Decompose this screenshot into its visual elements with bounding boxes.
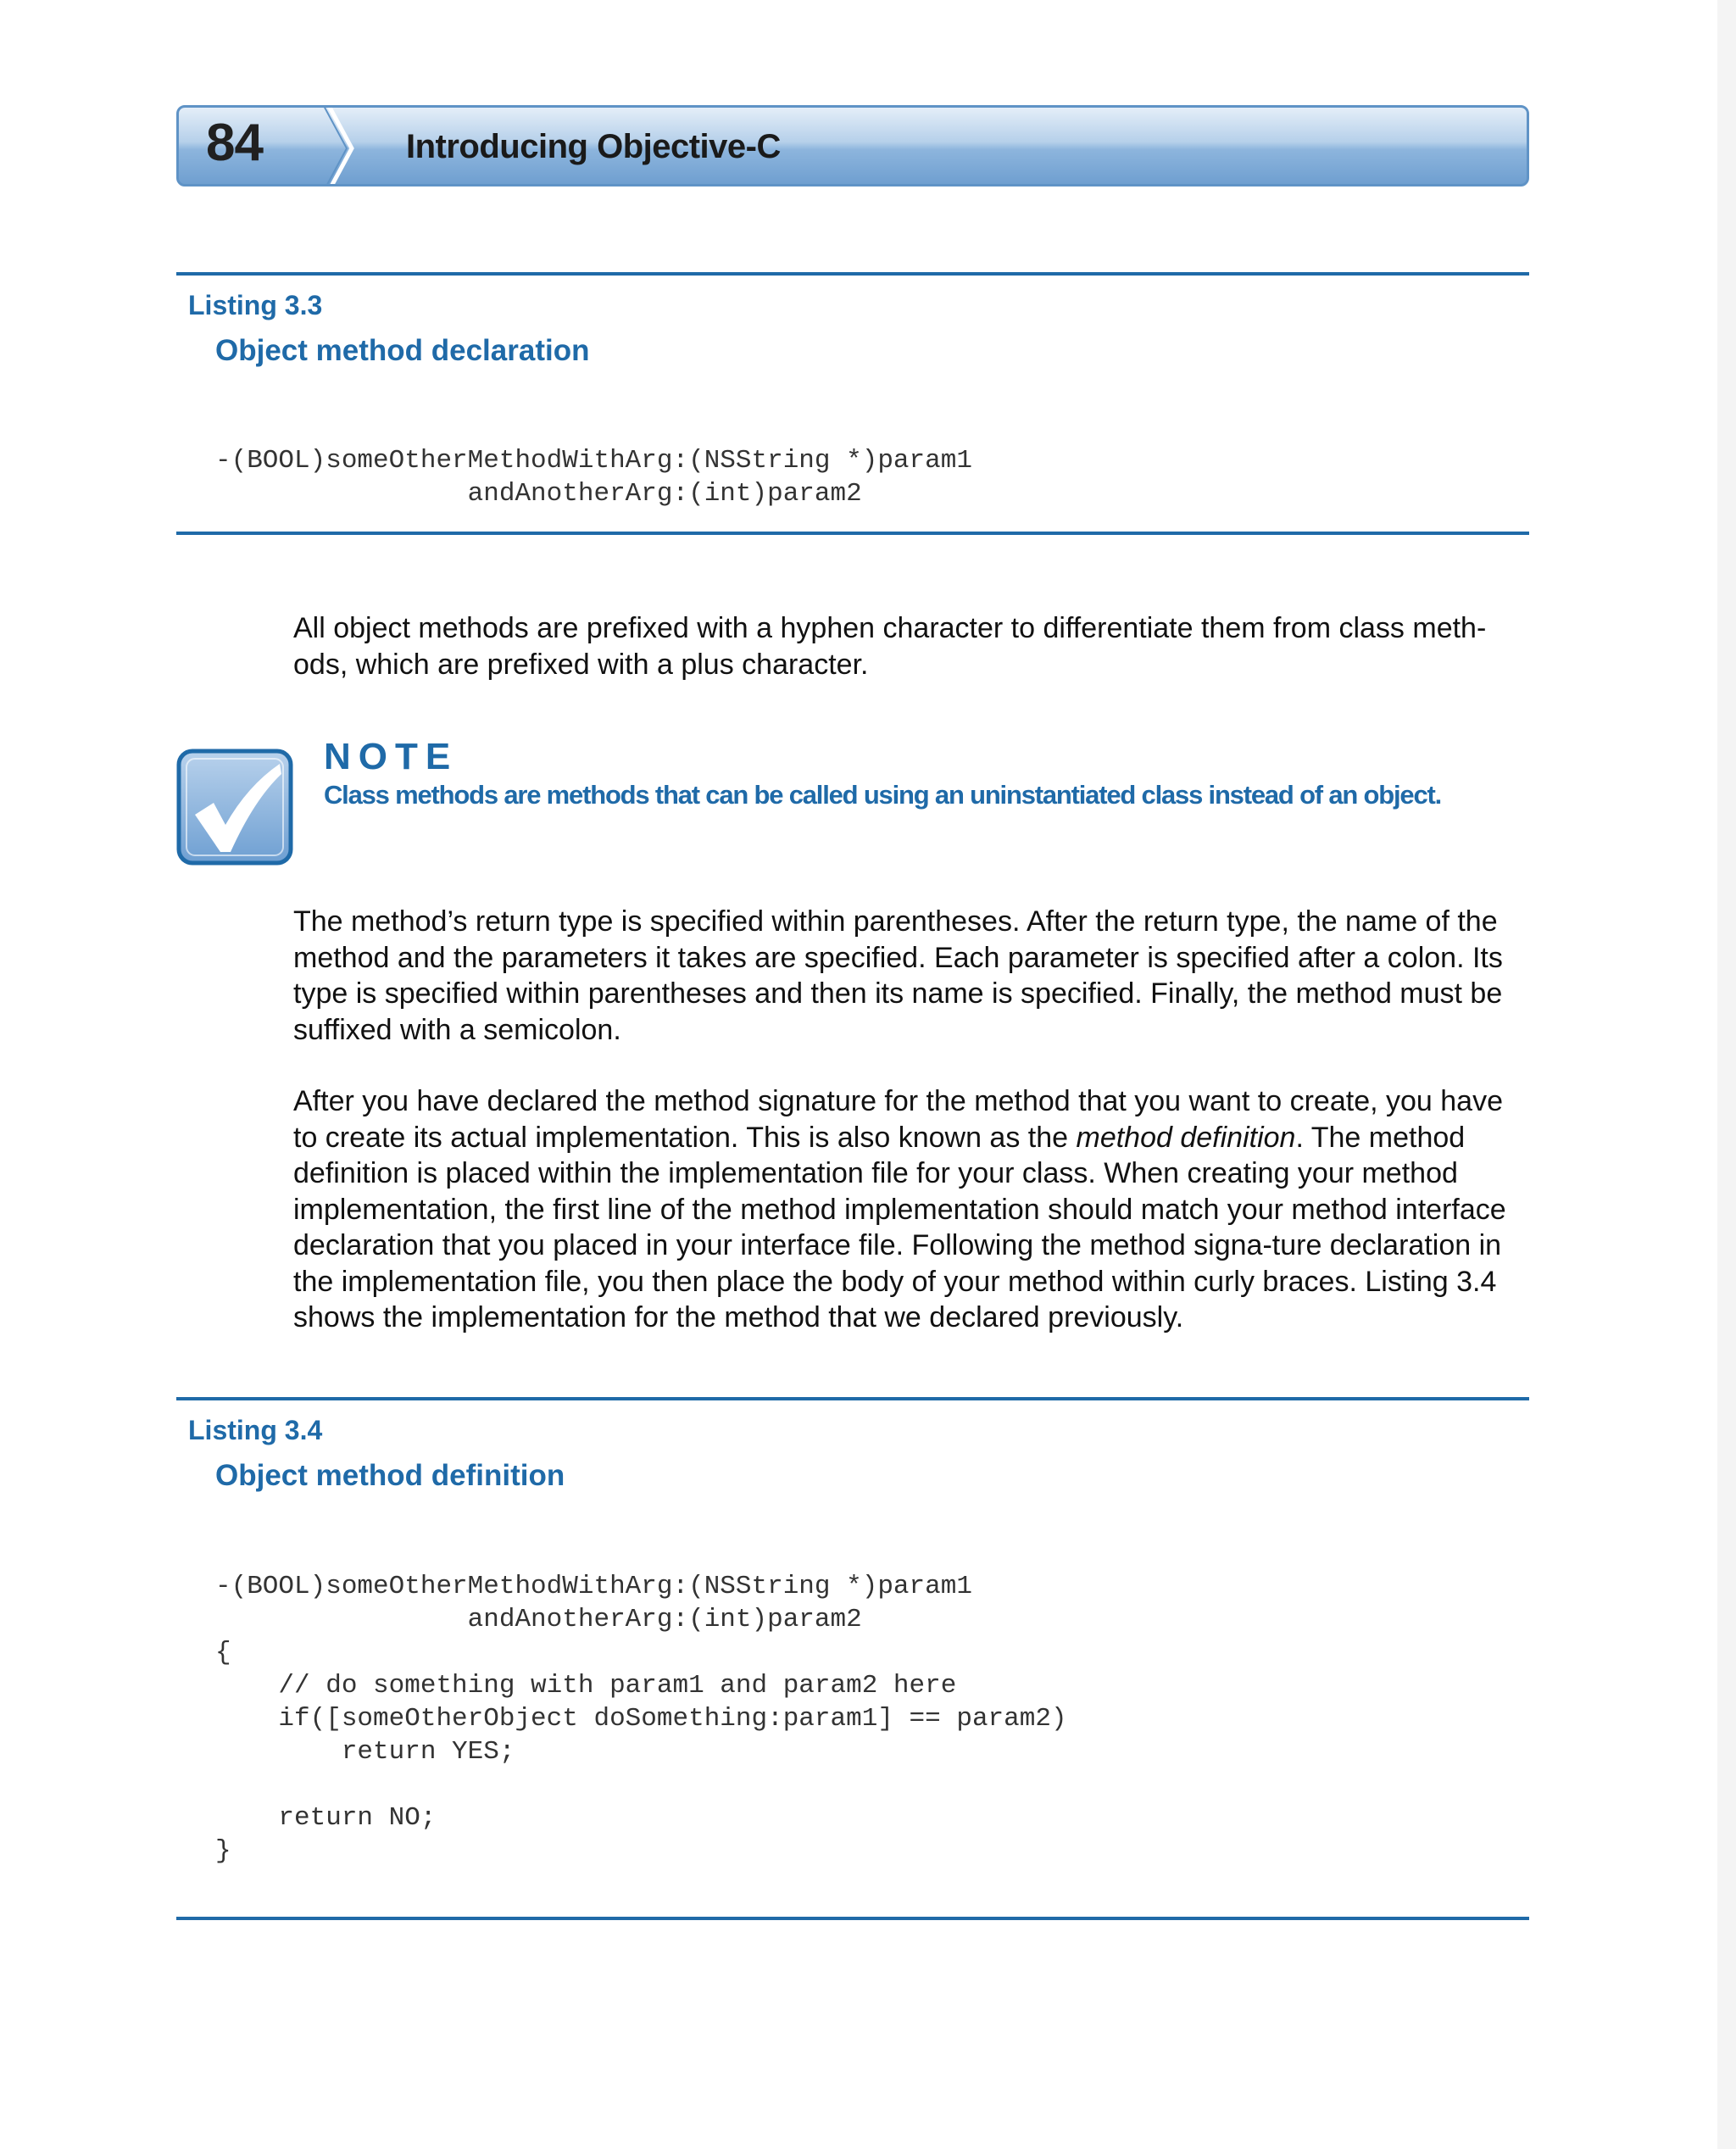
- listing-title: Object method definition: [215, 1459, 565, 1492]
- page-header: [176, 105, 1529, 187]
- checkmark-icon: [176, 749, 293, 866]
- paragraph-text: After you have declared the method signature for the method that you want to create, you have to create its actual implementation. This is also known as the: [293, 1085, 1503, 1154]
- note-text: Class methods are methods that can be called using an uninstantiated class instead of an object.: [324, 780, 1442, 810]
- chapter-title: Introducing Objective-C: [406, 128, 781, 165]
- paragraph-text: . The method definition is placed within the implementation file for your class. When creating your method implementation, the first line of the method implementation should match your method interface declaration that you placed in your interface file. Following the method signa-ture declaration in the implementation file, you then place the body of your method within curly braces. Listing 3.4 shows the implementation for the method that we declared previously.: [293, 1121, 1506, 1333]
- listing-top-rule: [176, 272, 1529, 276]
- page-edge: [1717, 0, 1736, 2149]
- emphasis-term: method definition: [1076, 1121, 1296, 1154]
- listing-number: Listing 3.3: [188, 290, 323, 320]
- body-paragraph: The method’s return type is specified within parentheses. After the return type, the name of the method and the parameters it takes are specified. Each parameter is specified after a colon. Its type is specified within parentheses and then its name is specified. Finally, the method must be suffixed with a semicolon.: [293, 905, 1503, 1046]
- body-paragraph: All object methods are prefixed with a hyphen character to differentiate them from class meth- ods, which are prefixed with a plus character.: [293, 612, 1487, 681]
- page-number: 84: [206, 114, 263, 172]
- listing-top-rule: [176, 1397, 1529, 1400]
- code-block: -(BOOL)someOtherMethodWithArg:(NSString *)param1 andAnotherArg:(int)param2: [215, 446, 972, 509]
- chevron-divider-icon: [314, 105, 365, 187]
- code-block: -(BOOL)someOtherMethodWithArg:(NSString *)param1 andAnotherArg:(int)param2 { // do something with param1 and param2 here if([someOtherObject doSomething:param1] == param2) return YES; return NO; }: [215, 1572, 1067, 1866]
- listing-bottom-rule: [176, 532, 1529, 535]
- body-paragraph: [293, 1083, 1531, 1336]
- note-label: NOTE: [324, 736, 459, 777]
- listing-number: Listing 3.4: [188, 1415, 323, 1445]
- listing-bottom-rule: [176, 1917, 1529, 1920]
- listing-title: Object method declaration: [215, 334, 590, 367]
